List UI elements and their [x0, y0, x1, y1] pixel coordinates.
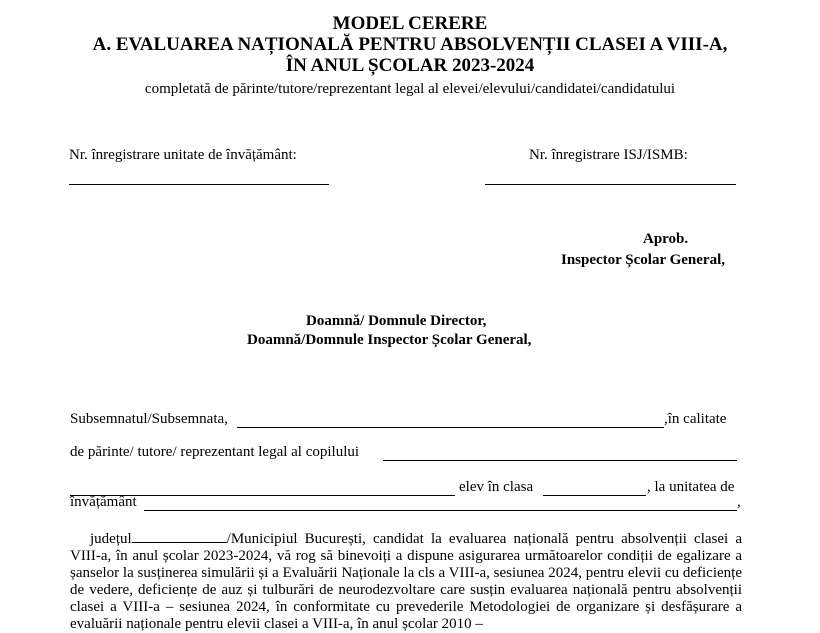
class-field[interactable] — [543, 495, 646, 496]
addressee-inspector: Doamnă/Domnule Inspector Școlar General, — [247, 332, 532, 348]
school-registration-label: Nr. înregistrare unitate de învățământ: — [69, 147, 297, 163]
request-paragraph — [70, 529, 742, 633]
form-title: MODEL CERERE — [332, 13, 488, 34]
approval-title: Inspector Școlar General, — [561, 252, 726, 268]
county-label: județul — [90, 531, 132, 547]
guardian-of-label: de părinte/ tutore/ reprezentant legal al copilului — [70, 444, 360, 460]
exam-title: A. EVALUAREA NAȚIONALĂ PENTRU ABSOLVENȚII CLASEI A VIII-A, — [92, 34, 728, 55]
applicant-name-label: Subsemnatul/Subsemnata, — [70, 411, 228, 427]
approval-label: Aprob. — [643, 231, 689, 247]
form-subtitle: completată de părinte/tutore/reprezentant legal al elevei/elevului/candidatei/candidatului — [144, 81, 676, 97]
applicant-name-field[interactable] — [237, 427, 664, 428]
school-field[interactable] — [144, 510, 737, 511]
capacity-label: ,în calitate — [664, 411, 727, 427]
request-text: /Municipiul București, candidat la evaluarea națională pentru absolvenții clasei a VIII-a, în anul școlar 2023-2024, vă rog să binevoiți a dispune asigurarea următoarelor condiții de egalizare a șanselor la susținerea simulării și a Evaluării Naționale la cls a VIII-a, sesiunea 2024, pentru elevii cu deficiențe de vedere, deficiențe de auz și tulburări de neurodezvoltare care susțin evaluarea națională pentru absolvenții clasei a VIII-a – sesiunea 2024, în conformitate cu prevederile Metodologiei de organizare și desfășurare a evaluării naționale pentru elevii clasei a VIII-a, în anul școlar 2010 – — [70, 531, 742, 632]
child-name-field[interactable] — [383, 460, 737, 461]
isj-registration-label: Nr. înregistrare ISJ/ISMB: — [529, 147, 688, 163]
school-year-title: ÎN ANUL ȘCOLAR 2023-2024 — [285, 55, 535, 76]
county-field[interactable] — [132, 529, 227, 543]
school-registration-field[interactable] — [69, 184, 329, 185]
school-unit-label: , la unitatea de — [647, 479, 735, 495]
school-label: învățământ — [70, 494, 137, 510]
addressee-director: Doamnă/ Domnule Director, — [306, 313, 487, 329]
class-label: elev în clasa — [459, 479, 534, 495]
school-field-comma: , — [737, 494, 741, 510]
isj-registration-field[interactable] — [485, 184, 736, 185]
